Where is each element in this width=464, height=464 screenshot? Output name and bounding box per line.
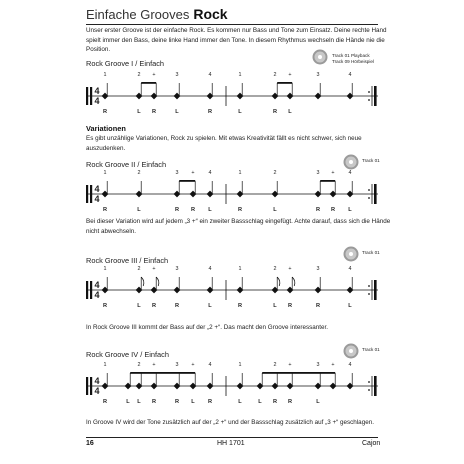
percussion-clef-icon — [86, 185, 88, 203]
variations-text: Es gibt unzählige Variationen, Rock zu spielen. Mit etwas Kreativität fällt es nicht schwer, sich neue auszudenken. — [86, 135, 362, 152]
groove-4-note: In Groove IV wird der Tone zusätzlich auf der „2 +“ und der Bassschlag zusätzlich auf „3 +“ geschlagen. — [86, 419, 374, 426]
beat-count: 2 — [137, 72, 141, 78]
groove-4-title: Rock Groove IV / Einfach — [86, 350, 169, 359]
time-signature-top: 4 — [94, 184, 100, 194]
beat-count: 1 — [238, 362, 242, 368]
note-beam — [320, 180, 335, 182]
cd-icon — [343, 246, 359, 262]
hand-label: L — [137, 207, 141, 213]
beat-count: 4 — [348, 362, 352, 368]
hand-label: L — [273, 303, 277, 309]
hand-label: R — [237, 207, 243, 213]
beat-count: + — [152, 72, 156, 78]
percussion-clef-icon — [86, 377, 88, 395]
beat-count: 2 — [273, 266, 277, 272]
cd-track-label-1 — [332, 53, 374, 65]
beat-count: + — [288, 266, 292, 272]
end-bar-thick — [374, 376, 377, 396]
hand-label: R — [174, 207, 180, 213]
hand-label: R — [174, 399, 180, 405]
hand-label: L — [348, 207, 352, 213]
hand-label: R — [102, 399, 108, 405]
beat-count: + — [331, 170, 335, 176]
time-signature-bottom: 4 — [94, 386, 100, 396]
beat-count: 1 — [238, 170, 242, 176]
hand-label: L — [208, 303, 212, 309]
note-beam — [179, 180, 195, 182]
hand-label: L — [137, 303, 141, 309]
note-beam — [141, 82, 156, 84]
hand-label: R — [102, 109, 108, 115]
repeat-dot — [368, 99, 370, 101]
hand-label: R — [151, 399, 157, 405]
hand-label: L — [191, 399, 195, 405]
hand-label: R — [272, 109, 278, 115]
beat-count: 3 — [316, 266, 320, 272]
hand-label: R — [330, 207, 336, 213]
hand-label: R — [207, 109, 213, 115]
repeat-dot — [368, 197, 370, 199]
hand-label: L — [238, 399, 242, 405]
instrument-name: Cajon — [362, 440, 381, 447]
groove-2-track: Track 01 — [362, 158, 380, 163]
groove-1-staff — [0, 70, 464, 130]
hand-label: R — [207, 399, 213, 405]
variations-heading: Variationen — [86, 124, 126, 133]
repeat-dot — [368, 381, 370, 383]
beat-count: 3 — [175, 170, 179, 176]
beat-count: 4 — [208, 362, 212, 368]
repeat-dot — [368, 285, 370, 287]
beat-count: 2 — [137, 362, 141, 368]
hand-label: L — [273, 207, 277, 213]
cd-track-playback: Track 01 Playback — [332, 53, 370, 58]
hand-label: L — [208, 207, 212, 213]
page-number: 16 — [86, 440, 94, 447]
hand-label: R — [237, 303, 243, 309]
beat-count: 1 — [103, 72, 107, 78]
beat-count: + — [288, 72, 292, 78]
beat-count: 2 — [273, 362, 277, 368]
beat-count: 2 — [137, 170, 141, 176]
note-flag — [156, 277, 159, 286]
end-bar-thick — [374, 184, 377, 204]
note-beam — [262, 372, 335, 374]
beat-count: + — [152, 266, 156, 272]
repeat-dot — [368, 293, 370, 295]
repeat-dot — [368, 91, 370, 93]
beat-count: 4 — [208, 170, 212, 176]
beat-count: 1 — [103, 362, 107, 368]
time-signature-bottom: 4 — [94, 96, 100, 106]
hand-label: R — [287, 399, 293, 405]
percussion-clef-icon — [90, 87, 92, 105]
heading-rule — [86, 24, 378, 25]
time-signature-bottom: 4 — [94, 290, 100, 300]
beat-count: + — [152, 362, 156, 368]
end-bar-thick — [374, 86, 377, 106]
beat-count: + — [288, 362, 292, 368]
note-flag — [277, 277, 280, 286]
beat-count: + — [191, 170, 195, 176]
time-signature-top: 4 — [94, 280, 100, 290]
groove-3-track: Track 01 — [362, 250, 380, 255]
percussion-clef-icon — [90, 185, 92, 203]
hand-label: L — [258, 399, 262, 405]
hand-label: R — [315, 207, 321, 213]
beat-count: 3 — [175, 266, 179, 272]
repeat-dot — [368, 189, 370, 191]
heading-title-bold: Rock — [193, 6, 228, 22]
hand-label: R — [151, 109, 157, 115]
beat-count: 2 — [137, 266, 141, 272]
beat-count: + — [191, 362, 195, 368]
hand-label: L — [348, 303, 352, 309]
hand-label: R — [287, 303, 293, 309]
percussion-clef-icon — [86, 281, 88, 299]
hand-label: L — [126, 399, 130, 405]
groove-4-track: Track 01 — [362, 347, 380, 352]
page-heading — [86, 6, 228, 24]
hand-label: R — [315, 303, 321, 309]
percussion-clef-icon — [90, 281, 92, 299]
groove-4-staff — [0, 360, 464, 420]
time-signature-bottom: 4 — [94, 194, 100, 204]
hand-label: R — [151, 303, 157, 309]
hand-label: L — [175, 109, 179, 115]
beat-count: 4 — [348, 72, 352, 78]
repeat-dot — [368, 389, 370, 391]
beat-count: 1 — [103, 170, 107, 176]
hand-label: R — [190, 207, 196, 213]
beat-count: 2 — [273, 72, 277, 78]
note-flag — [141, 277, 144, 286]
groove-2-title: Rock Groove II / Einfach — [86, 160, 167, 169]
beat-count: 2 — [273, 170, 277, 176]
hand-label: L — [137, 109, 141, 115]
groove-3-staff — [0, 264, 464, 324]
beat-count: 1 — [103, 266, 107, 272]
groove-1-title: Rock Groove I / Einfach — [86, 59, 165, 68]
catalog-code: HH 1701 — [217, 440, 245, 447]
hand-label: L — [288, 109, 292, 115]
footer-rule — [86, 437, 378, 438]
beat-count: 4 — [208, 266, 212, 272]
beat-count: 4 — [348, 266, 352, 272]
beat-count: 3 — [316, 72, 320, 78]
beat-count: + — [331, 362, 335, 368]
hand-label: L — [238, 109, 242, 115]
beat-count: 3 — [316, 170, 320, 176]
hand-label: R — [102, 303, 108, 309]
note-flag — [292, 277, 295, 286]
hand-label: R — [272, 399, 278, 405]
intro-paragraph: Unser erster Groove ist der einfache Rock. Es kommen nur Bass und Tone zum Einsatz. Deine rechte Hand spielt immer den Bass, deine linke Hand immer den Tone. In diesem Rhythmus wechseln die Hände nie die Position. — [86, 27, 387, 54]
end-bar-thick — [374, 280, 377, 300]
heading-title-light: Einfache Grooves — [86, 7, 190, 22]
beat-count: 3 — [175, 72, 179, 78]
cd-icon — [343, 343, 359, 359]
hand-label: R — [102, 207, 108, 213]
note-beam — [130, 372, 195, 374]
beat-count: 4 — [208, 72, 212, 78]
beat-count: 3 — [175, 362, 179, 368]
time-signature-top: 4 — [94, 86, 100, 96]
note-beam — [277, 82, 292, 84]
groove-3-title: Rock Groove III / Einfach — [86, 256, 169, 265]
groove-2-note: Bei dieser Variation wird auf jedem „3 +“ ein zweiter Bassschlag eingefügt. Achte darauf, dass sich die Hände nicht abwechseln. — [86, 218, 391, 235]
percussion-clef-icon — [90, 377, 92, 395]
hand-label: L — [137, 399, 141, 405]
percussion-clef-icon — [86, 87, 88, 105]
cd-track-example: Track 09 Hörbeispiel — [332, 59, 374, 64]
hand-label: R — [174, 303, 180, 309]
beat-count: 1 — [238, 266, 242, 272]
cd-icon — [312, 49, 328, 65]
groove-3-note: In Rock Groove III kommt der Bass auf der „2 +“. Das macht den Groove interessanter. — [86, 324, 329, 331]
beat-count: 4 — [348, 170, 352, 176]
hand-label: L — [316, 399, 320, 405]
beat-count: 3 — [316, 362, 320, 368]
time-signature-top: 4 — [94, 376, 100, 386]
beat-count: 1 — [238, 72, 242, 78]
